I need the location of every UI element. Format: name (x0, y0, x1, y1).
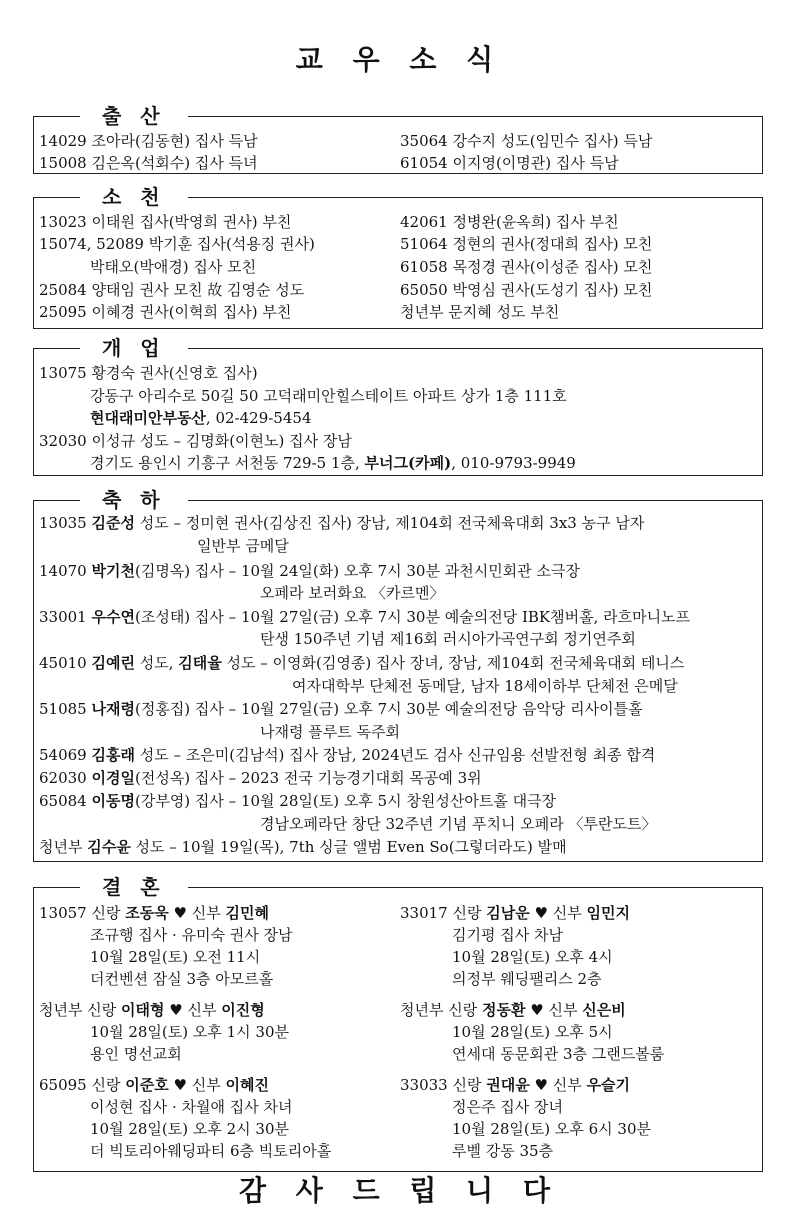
wedding-5-place: 더 빅토리아웨딩파티 6층 빅토리아홀 (90, 1142, 332, 1160)
funeral-right-3: 61058 목정경 권사(이성준 집사) 모친 (400, 258, 653, 276)
wedding-3-date: 10월 28일(토) 오후 1시 30분 (90, 1023, 290, 1041)
congrats-name: 나재령 (91, 700, 135, 718)
congrats-name: 우수연 (91, 608, 135, 626)
wedding-5-date: 10월 28일(토) 오후 2시 30분 (90, 1120, 290, 1138)
congrats-entry-4: 45010 김예린 성도, 김태율 성도 – 이영화(김영종) 집사 장녀, 장남, 제104회 전국체육대회 테니스 (39, 654, 685, 672)
wedding-2-parents: 김기평 집사 차남 (452, 926, 563, 944)
heart-icon: ♥ (534, 904, 548, 922)
wedding-1-couple: 13057 신랑 조동욱 ♥ 신부 김민혜 (39, 904, 270, 922)
wedding-4-place: 연세대 동문회관 3층 그랜드볼룸 (452, 1045, 665, 1063)
opening-line-4: 32030 이성규 성도 – 김명화(이현노) 집사 장남 (39, 432, 352, 450)
birth-right-1: 35064 강수지 성도(임민수 집사) 득남 (400, 132, 653, 150)
wedding-3-couple: 청년부 신랑 이태형 ♥ 신부 이진형 (39, 1001, 265, 1019)
opening-line-1: 13075 황경숙 권사(신영호 집사) (39, 364, 258, 382)
congrats-name: 김수윤 (87, 838, 131, 856)
congrats-entry-8-cont: 경남오페라단 창단 32주년 기념 푸치니 오페라 〈투란도트〉 (260, 815, 657, 833)
heart-icon: ♥ (173, 904, 187, 922)
birth-section (33, 104, 763, 174)
opening-line-3 (90, 408, 312, 428)
wedding-6-couple: 33033 신랑 권대윤 ♥ 신부 우슬기 (400, 1076, 631, 1094)
congrats-entry-5-cont: 나재령 플루트 독주회 (260, 723, 400, 741)
congrats-name: 김홍래 (91, 746, 135, 764)
funeral-heading: 소 천 (80, 185, 188, 209)
funeral-left-1: 13023 이태원 집사(박영희 권사) 부친 (39, 213, 292, 231)
congrats-section (33, 488, 763, 862)
congrats-entry-3: 33001 우수연(조성태) 집사 – 10월 27일(금) 오후 7시 30분 예술의전당 IBK챔버홀, 라흐마니노프 (39, 608, 691, 626)
wedding-2-place: 의정부 웨딩팰리스 2층 (452, 970, 602, 988)
congrats-name: 박기천 (91, 562, 135, 580)
funeral-section (33, 185, 763, 329)
congrats-entry-1-cont: 일반부 금메달 (197, 537, 289, 555)
congrats-entry-4-cont: 여자대학부 단체전 동메달, 남자 18세이하부 단체전 은메달 (292, 677, 678, 695)
congrats-entry-6: 54069 김홍래 성도 – 조은미(김남석) 집사 장남, 2024년도 검사 신규임용 선발전형 최종 합격 (39, 746, 656, 764)
wedding-3-place: 용인 명선교회 (90, 1045, 182, 1063)
wedding-6-parents: 정은주 집사 장녀 (452, 1098, 563, 1116)
opening-section (33, 336, 763, 476)
opening-heading: 개 업 (80, 336, 188, 360)
funeral-right-5: 청년부 문지혜 성도 부친 (400, 303, 560, 321)
wedding-2-date: 10월 28일(토) 오후 4시 (452, 948, 613, 966)
funeral-left-2: 15074, 52089 박기훈 집사(석용징 권사) (39, 235, 315, 253)
birth-heading: 출 산 (80, 104, 188, 128)
funeral-left-3: 박태오(박애경) 집사 모친 (90, 258, 257, 276)
funeral-right-4: 65050 박영심 권사(도성기 집사) 모친 (400, 281, 653, 299)
heart-icon: ♥ (530, 1001, 544, 1019)
wedding-heading: 결 혼 (80, 875, 188, 899)
opening-business-name-1: 현대래미안부동산 (90, 409, 206, 427)
congrats-name: 이경일 (91, 769, 135, 787)
congrats-entry-2-cont: 오페라 보러화요 〈카르멘〉 (260, 584, 445, 602)
congrats-name: 김예린 (91, 654, 135, 672)
birth-left-2: 15008 김은옥(석회수) 집사 득녀 (39, 154, 258, 172)
congrats-entry-8: 65084 이동명(강부영) 집사 – 10월 28일(토) 오후 5시 창원성산아트홀 대극장 (39, 792, 557, 810)
wedding-1-date: 10월 28일(토) 오전 11시 (90, 948, 261, 966)
heart-icon: ♥ (169, 1001, 183, 1019)
funeral-right-1: 42061 정병완(윤옥희) 집사 부친 (400, 213, 619, 231)
congrats-heading: 축 하 (80, 488, 188, 512)
heart-icon: ♥ (173, 1076, 187, 1094)
opening-line-5 (90, 453, 576, 473)
congrats-entry-7: 62030 이경일(전성옥) 집사 – 2023 전국 기능경기대회 목공예 3위 (39, 769, 482, 787)
opening-line-2: 강동구 아리수로 50길 50 고덕래미안힐스테이트 아파트 상가 1층 111호 (90, 387, 567, 405)
wedding-5-parents: 이성현 집사 · 차월애 집사 차녀 (90, 1098, 293, 1116)
wedding-1-parents: 조규행 집사 · 유미숙 권사 장남 (90, 926, 293, 944)
wedding-2-couple: 33017 신랑 김남운 ♥ 신부 임민지 (400, 904, 631, 922)
congrats-entry-3-cont: 탄생 150주년 기념 제16회 러시아가곡연구회 정기연주회 (260, 630, 636, 648)
wedding-4-couple: 청년부 신랑 정동환 ♥ 신부 신은비 (400, 1001, 626, 1019)
birth-left-1: 14029 조아라(김동현) 집사 득남 (39, 132, 258, 150)
funeral-left-4: 25084 양태임 권사 모친 故 김영순 성도 (39, 281, 305, 299)
birth-right-2: 61054 이지영(이명관) 집사 득남 (400, 154, 619, 172)
congrats-entry-2: 14070 박기천(김명옥) 집사 – 10월 24일(화) 오후 7시 30분 과천시민회관 소극장 (39, 562, 580, 580)
wedding-4-date: 10월 28일(토) 오후 5시 (452, 1023, 613, 1041)
congrats-name: 김태율 (178, 654, 222, 672)
opening-phone-2: , 010-9793-9949 (451, 454, 576, 472)
funeral-left-5: 25095 이혜경 권사(이혁희 집사) 부친 (39, 303, 292, 321)
congrats-entry-9: 청년부 김수윤 성도 – 10월 19일(목), 7th 싱글 앨범 Even So(그렇더라도) 발매 (39, 838, 567, 856)
opening-business-name-2: 부너그(카페) (364, 454, 452, 472)
opening-phone-1: , 02-429-5454 (205, 409, 312, 427)
wedding-section (33, 875, 763, 1172)
wedding-6-date: 10월 28일(토) 오후 6시 30분 (452, 1120, 652, 1138)
opening-address-2: 경기도 용인시 기흥구 서천동 729-5 1층, (90, 454, 365, 472)
page-title: 교 우 소 식 (295, 43, 504, 76)
next-section-title: 감 사 드 립 니 다 (238, 1174, 561, 1207)
congrats-entry-1: 13035 김준성 성도 – 정미현 권사(김상진 집사) 장남, 제104회 전국체육대회 3x3 농구 남자 (39, 514, 645, 532)
funeral-right-2: 51064 정현의 권사(정대희 집사) 모친 (400, 235, 653, 253)
congrats-name: 김준성 (91, 514, 135, 532)
wedding-1-place: 더컨벤션 잠실 3층 아모르홀 (90, 970, 274, 988)
wedding-5-couple: 65095 신랑 이준호 ♥ 신부 이혜진 (39, 1076, 270, 1094)
congrats-name: 이동명 (91, 792, 135, 810)
heart-icon: ♥ (534, 1076, 548, 1094)
wedding-6-place: 루벨 강동 35층 (452, 1142, 554, 1160)
congrats-entry-5: 51085 나재령(정홍집) 집사 – 10월 27일(금) 오후 7시 30분 예술의전당 음악당 리사이틀홀 (39, 700, 643, 718)
